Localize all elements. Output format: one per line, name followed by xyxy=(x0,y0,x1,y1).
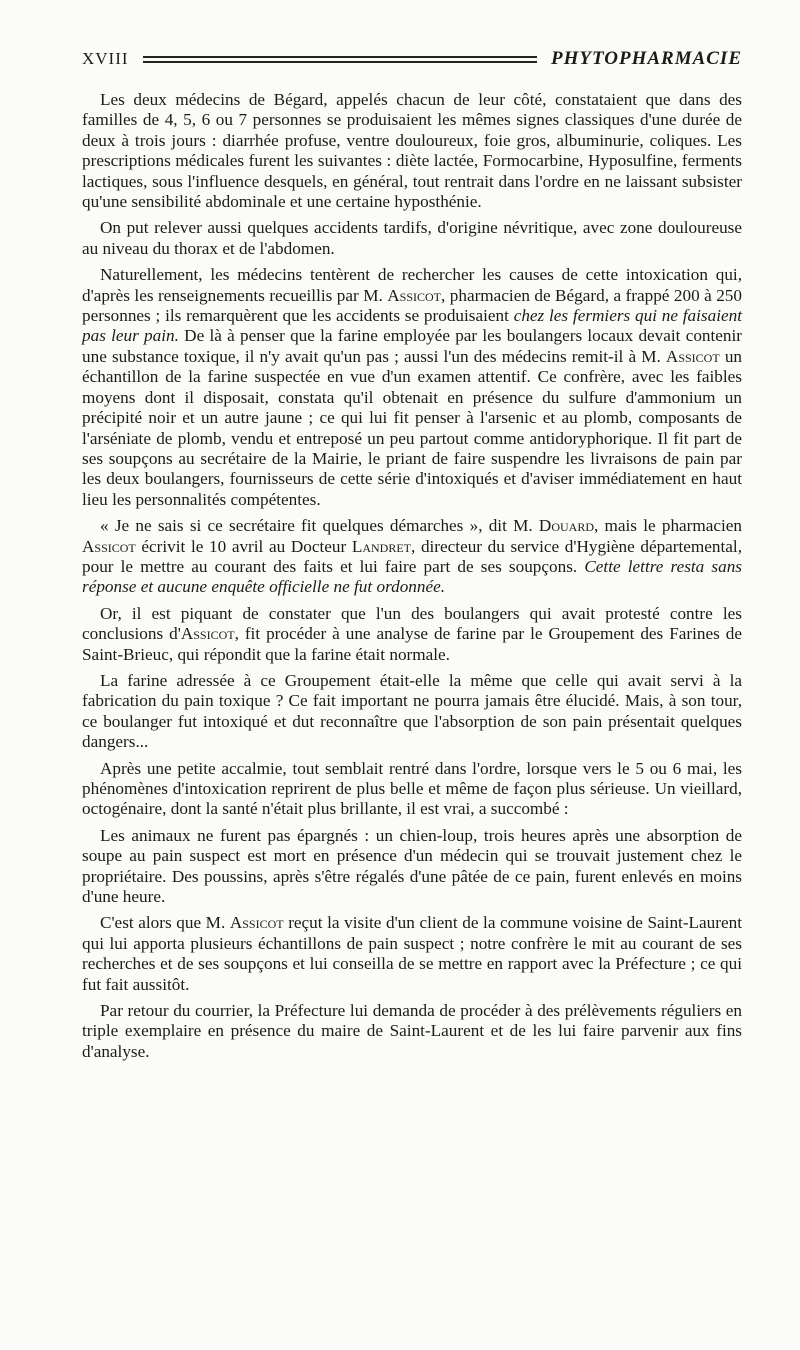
page-header xyxy=(82,44,742,74)
text-run: Or, il est piquant de constater que l'un des boulangers qui avait protesté contre les conclusions d' xyxy=(82,603,742,644)
text-run: un échantillon de la farine suspectée en vue d'un examen attentif. Ce confrère, avec les faibles moyens dont il disposait, constata qu'il obtenait en présence du sulfure d'ammonium un précipité noir et un autre jaune ; ce qui lui fit penser à l'arsenic et au plomb, composants de l'arséniate de plomb, vendu et entreposé un peu partout comme antidoryphorique. Il fit part de ses soupçons au secrétaire de la Mairie, le priant de faire suspendre les livraisons de pain par les deux boulangers, fournisseurs de cette série d'intoxiqués et d'aviser immédiatement en haut lieu les personnalités compétentes. xyxy=(82,346,743,509)
paragraph-5 xyxy=(82,604,742,665)
name-assicot: Assicot xyxy=(665,346,720,366)
name-assicot: Assicot xyxy=(229,913,284,933)
paragraph-4 xyxy=(82,516,742,598)
name-douard: Douard xyxy=(538,516,594,536)
text-run: Naturellement, les médecins tentèrent de rechercher les causes de cette intoxication qui, d'après les renseignements recueillis par M. xyxy=(82,265,742,305)
name-landret: Landret xyxy=(351,536,411,556)
paragraph-1: Les deux médecins de Bégard, appelés chacun de leur côté, constataient que dans des familles de 4, 5, 6 ou 7 personnes se produisaient les mêmes signes classiques d'une durée de deux à trois jours : diarrhée profuse, ventre douloureux, foie gros, albuminurie, coliques. Les prescriptions médicales furent les suivantes : diète lactée, Formocarbine, Hyposulfine, ferments lactiques, sous l'influence desquels, en général, tout rentrait dans l'ordre en ne laissant subsister qu'une sensibilité abdominale et une certaine hyposthénie. xyxy=(82,90,742,212)
name-assicot: Assicot xyxy=(82,536,136,556)
body-text xyxy=(82,90,742,1068)
text-run: , directeur du service d'Hygiène départemental, pour le mettre au courant des faits et lui faire part de ses soupçons. xyxy=(82,536,742,576)
text-run: De là à penser que la farine employée par les boulangers locaux devait contenir une substance toxique, il n'y avait qu'un pas ; aussi l'un des médecins remit-il à M. xyxy=(82,326,743,366)
paragraph-3 xyxy=(82,265,742,510)
name-assicot: Assicot xyxy=(387,285,441,305)
text-run: « Je ne sais si ce secrétaire fit quelques démarches », dit M. xyxy=(100,516,539,536)
text-run: écrivit le 10 avril au Docteur xyxy=(135,536,352,556)
text-run: , fit procéder à une analyse de farine par le Groupement des Farines de Saint-Brieuc, qui répondit que la farine était normale. xyxy=(82,624,742,664)
italic-phrase: Cette lettre resta sans réponse et aucune enquête officielle ne fut ordonnée. xyxy=(82,556,742,597)
running-title: PHYTOPHARMACIE xyxy=(550,48,742,69)
text-run: C'est alors que M. xyxy=(100,913,230,933)
paragraph-2: On put relever aussi quelques accidents tardifs, d'origine névritique, avec zone douloureuse au niveau du thorax et de l'abdomen. xyxy=(82,218,742,258)
paragraph-10: Par retour du courrier, la Préfecture lui demanda de procéder à des prélèvements réguliers en triple exemplaire en présence du maire de Saint-Laurent et de les lui faire parvenir aux fins d'analyse. xyxy=(82,1001,742,1061)
text-run: reçut la visite d'un client de la commune voisine de Saint-Laurent qui lui apporta plusieurs échantillons de pain suspect ; notre confrère le mit au courant de ses recherches et de ses soupçons et lui conseilla de se mettre en rapport avec la Préfecture ; ce qui fut fait aussitôt. xyxy=(82,913,742,994)
header-rule xyxy=(143,56,537,63)
text-run: , mais le pharmacien xyxy=(594,516,743,536)
page-number: XVIII xyxy=(82,49,129,68)
name-assicot: Assicot xyxy=(180,624,235,644)
paragraph-6: La farine adressée à ce Groupement était-elle la même que celle qui avait servi à la fabrication du pain toxique ? Ce fait important ne pourra jamais être élucidé. Mais, à son tour, ce boulanger fut intoxiqué et dut reconnaître que l'absorption de son pain présentait quelques dangers... xyxy=(82,670,742,752)
paragraph-7: Après une petite accalmie, tout semblait rentré dans l'ordre, lorsque vers le 5 ou 6 mai, les phénomènes d'intoxication reprirent de plus belle et même de façon plus sérieuse. Un vieillard, octogénaire, dont la santé n'était plus brillante, il est vrai, a succombé : xyxy=(82,758,742,819)
italic-phrase: chez les fermiers qui ne faisaient pas leur pain. xyxy=(82,306,742,346)
paragraph-8: Les animaux ne furent pas épargnés : un chien-loup, trois heures après une absorption de soupe au pain suspect est mort en présence d'un médecin qui se trouvait justement chez le propriétaire. Des poussins, après s'être régalés d'une pâtée de ce pain, furent enlevés en moins d'une heure. xyxy=(82,825,742,907)
paragraph-9 xyxy=(82,913,742,995)
text-run: , pharmacien de Bégard, a frappé 200 à 250 personnes ; ils remarquèrent que les accidents se produisaient xyxy=(82,285,742,326)
